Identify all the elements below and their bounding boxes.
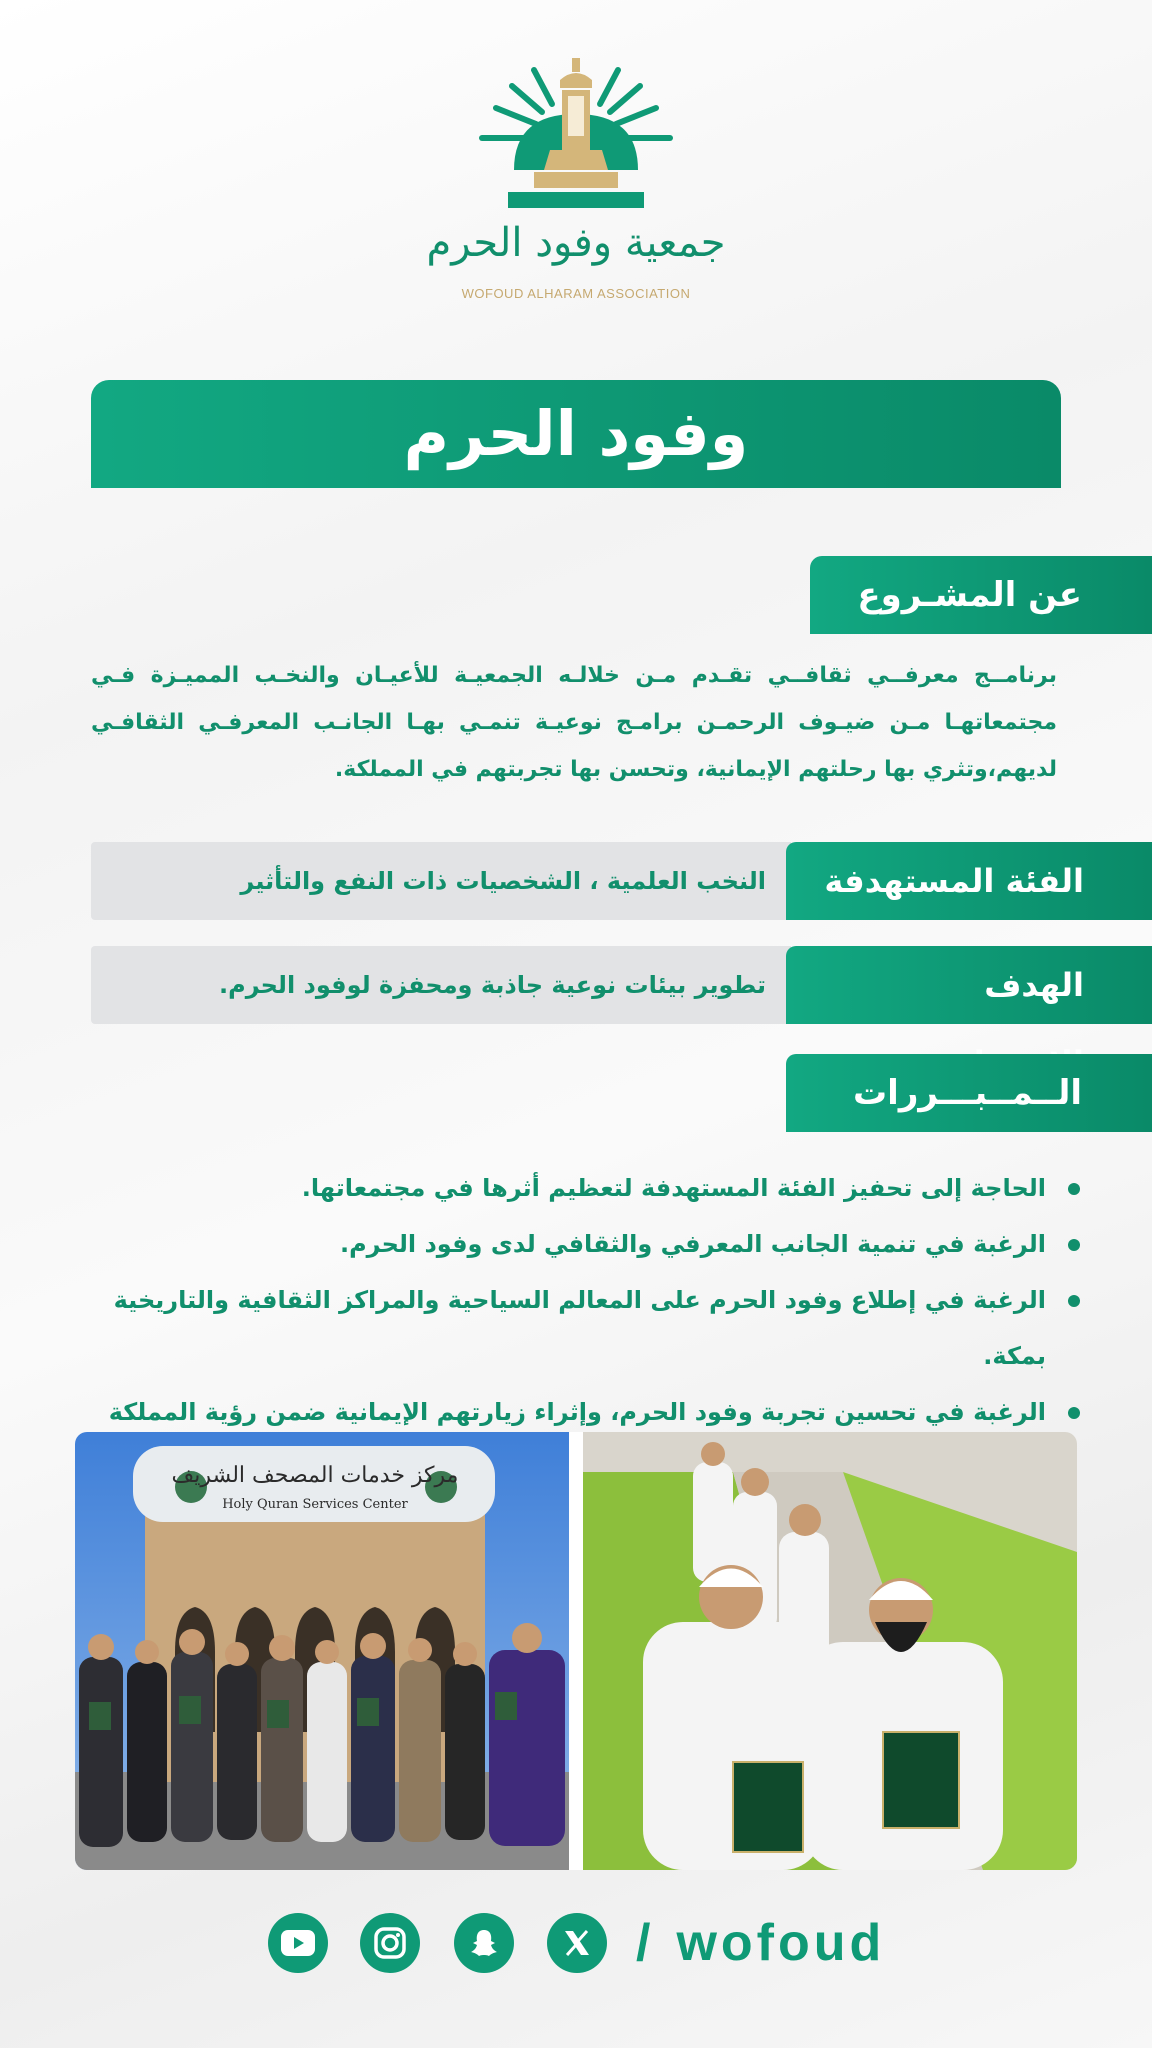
logo-arabic-text: جمعية وفود الحرم [426,220,726,266]
about-heading: عن المشـروع [810,556,1152,634]
target-audience-row [91,842,1152,920]
list-item [80,1272,1080,1384]
instagram-icon[interactable] [360,1913,420,1973]
list-item [80,1216,1080,1272]
sign-english-text: Holy Quran Services Center [222,1497,408,1512]
group-photo-quran-center [75,1432,569,1870]
photo-collage [75,1432,1077,1870]
strategic-goal-label: الهدف [786,946,1152,1024]
bullet-icon [1068,1239,1080,1251]
target-audience-value: النخب العلمية ، الشخصيات ذات النفع والتأثير [240,867,766,895]
sign-arabic-text: مركز خدمات المصحف الشريف [171,1463,459,1488]
target-audience-value-box [91,842,791,920]
handle-separator: / [636,1914,655,1972]
strategic-goal-value: تطوير بيئات نوعية جاذبة ومحفزة لوفود الحرم. [219,971,766,999]
bullet-icon [1068,1183,1080,1195]
handle-text: wofoud [676,1914,886,1972]
page-title: وفود الحرم [403,397,749,470]
association-logo [476,52,676,212]
bullet-icon [1068,1295,1080,1307]
bullet-icon [1068,1407,1080,1419]
justifications-heading: الــمــبـــررات [786,1054,1152,1132]
strategic-goal-value-box [91,946,791,1024]
social-handle[interactable] [636,1908,885,1978]
target-audience-label: الفئة المستهدفة [786,842,1152,920]
list-item-text: الحاجة إلى تحفيز الفئة المستهدفة لتعظيم أثرها في مجتمعاتها. [301,1174,1046,1202]
justifications-list [80,1160,1080,1440]
youtube-icon[interactable] [268,1913,328,1973]
snapchat-icon[interactable] [454,1913,514,1973]
list-item-text: الرغبة في تحسين تجربة وفود الحرم، وإثراء زيارتهم الإيمانية ضمن رؤية المملكة [108,1398,1046,1426]
list-item-text: الرغبة في تنمية الجانب المعرفي والثقافي لدى وفود الحرم. [339,1230,1046,1258]
photo-divider [569,1432,583,1870]
group-photo-walking [583,1432,1077,1870]
strategic-goal-row [91,946,1152,1024]
x-icon[interactable] [547,1913,607,1973]
list-item-text: الرغبة في إطلاع وفود الحرم على المعالم السياحية والمراكز الثقافية والتاريخية بمكة. [113,1286,1046,1370]
about-paragraph: برنامــج معرفــي ثقافــي تقـدم مـن خلالـه الجمعيـة للأعيـان والنخـب المميـزة فـي مجتمعاتهـا مـن ضيـوف الرحمـن برامـج نوعيـة تنمـي بهـا الجانـب المعرفـي الثقافـي لديهم،وتثري بها رحلتهم الإيمانية، وتحسن بها تجربتهم في المملكة. [91,663,1057,782]
logo-english-text: WOFOUD ALHARAM ASSOCIATION [461,286,691,301]
list-item [80,1160,1080,1216]
